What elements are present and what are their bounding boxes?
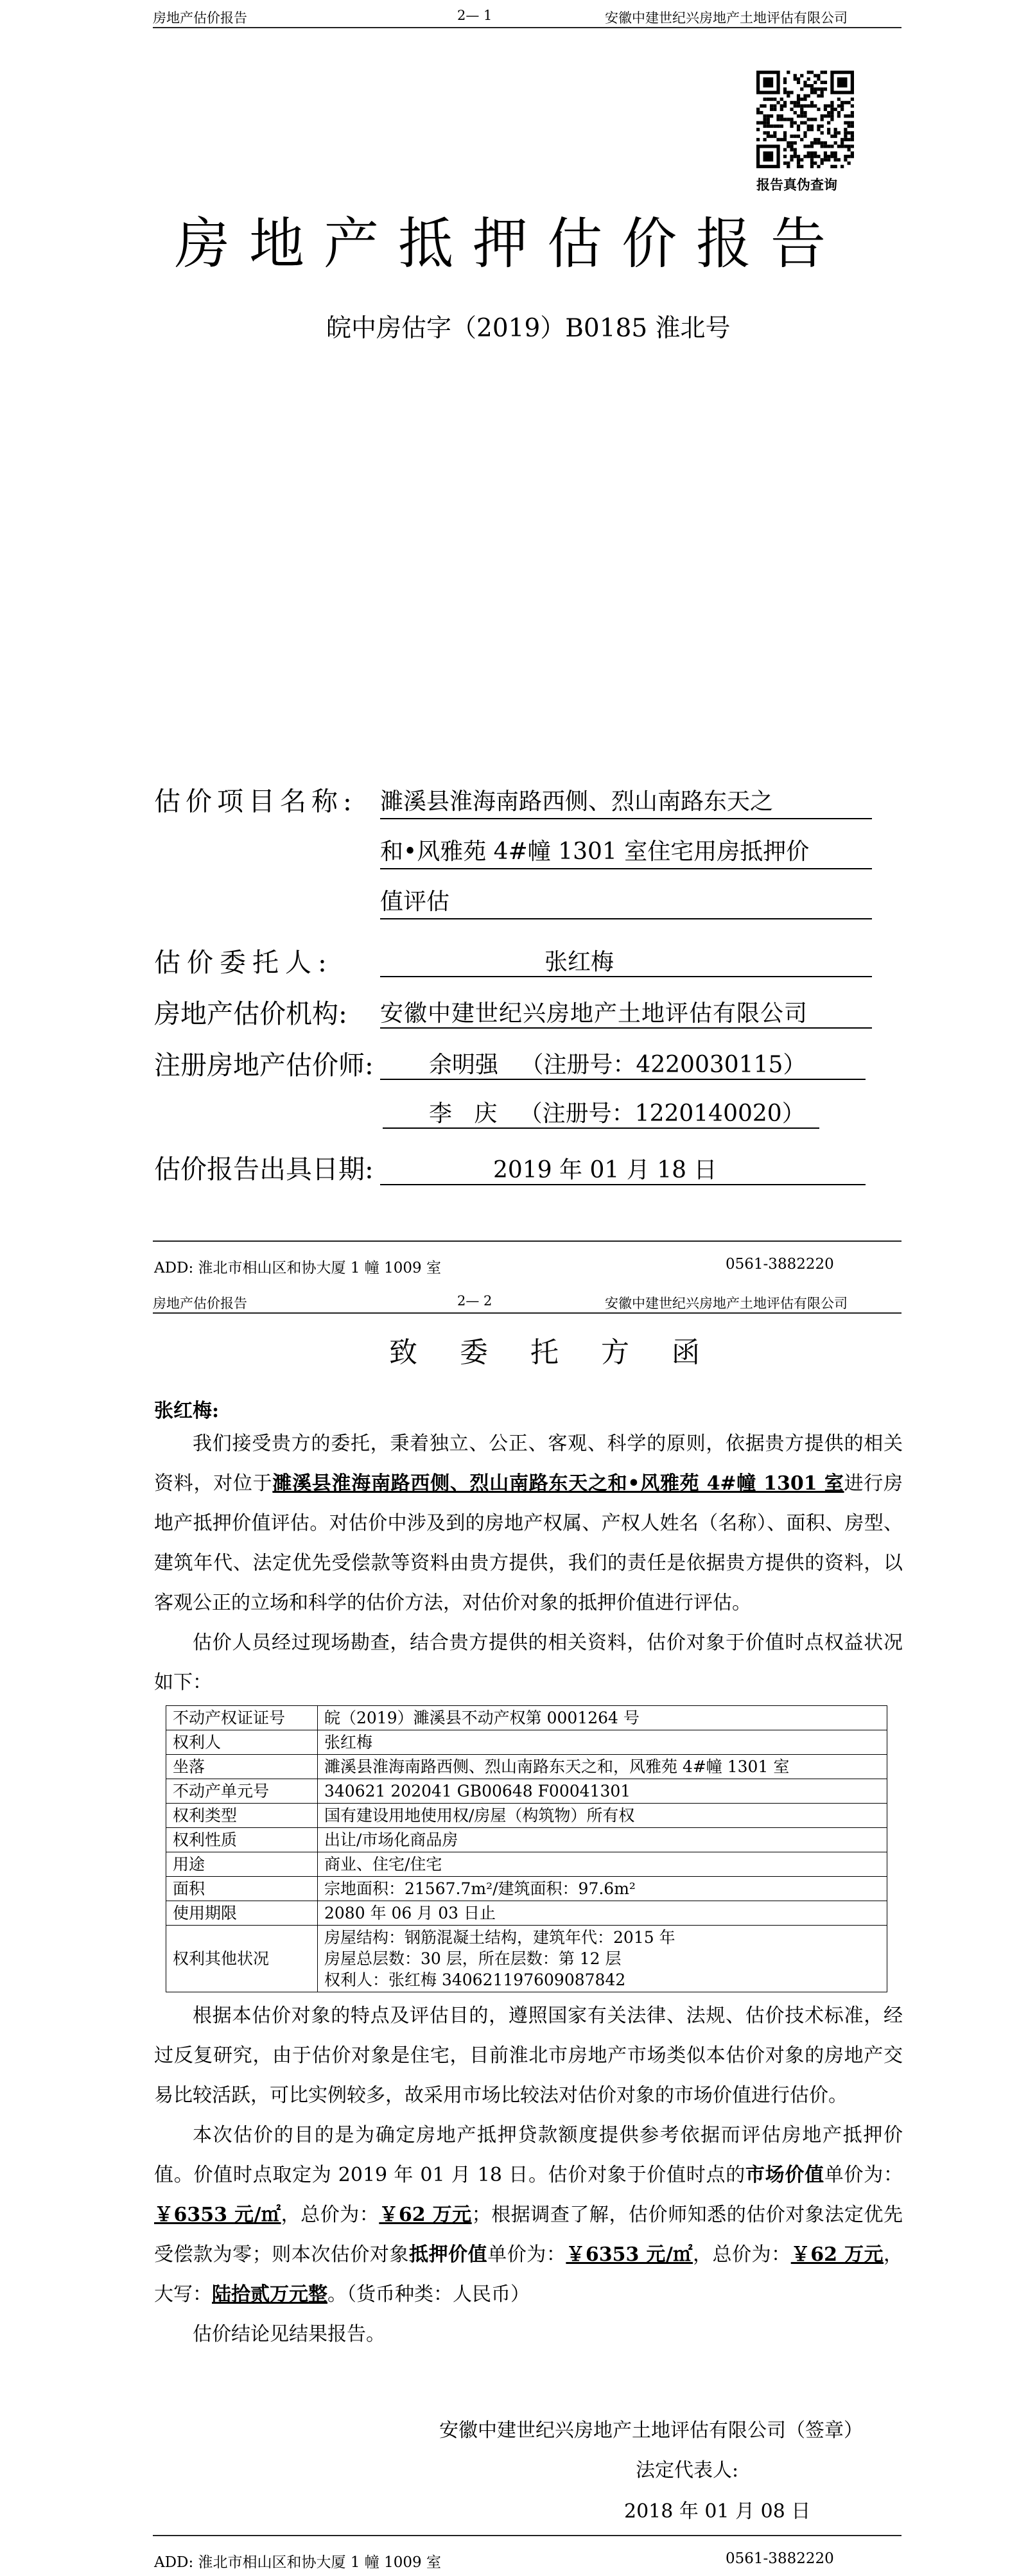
market-total-price: ￥62 万元	[379, 2204, 472, 2226]
underline	[383, 1127, 819, 1129]
table-value-line: 房屋结构：钢筋混凝土结构，建筑年代：2015 年	[324, 1928, 675, 1947]
p4-text: ；根据调查了解，估价师知悉的估价对象法定优先受偿款为零；则本次估价对象	[154, 2204, 903, 2266]
appraiser-2: 李 庆 （注册号：1220140020）	[429, 1101, 805, 1127]
table-value-line: 2080 年 06 月 03 日止	[324, 1904, 496, 1922]
mortgage-value-term: 抵押价值	[409, 2243, 488, 2266]
p4-text: ，总价为：	[692, 2243, 791, 2266]
p1-text: 我们接受贵方的委托，秉着独立、公正、客观、科学的原则，依据贵方提供的相关资料，对位于	[154, 1432, 903, 1495]
footer-phone: 0561-3882220	[726, 1256, 834, 1273]
running-header-right: 安徽中建世纪兴房地产土地评估有限公司	[605, 1296, 848, 1311]
footer-rule	[153, 2535, 901, 2536]
running-header-right: 安徽中建世纪兴房地产土地评估有限公司	[605, 10, 848, 26]
agency-value: 安徽中建世纪兴房地产土地评估有限公司	[380, 1000, 808, 1027]
running-header-page-number: 2— 1	[457, 8, 492, 23]
header-rule	[153, 1312, 901, 1314]
table-value	[318, 1779, 887, 1804]
p1-text-cont: 进行房地产抵押价值评估。对估价中涉及到的房地产权属、产权人姓名（名称）、面积、房型、建筑年代、法定优先受偿款等资料由贵方提供，我们的责任是依据贵方提供的资料，以客观公正的立场和科学的估价方法，对估价对象的抵押价值进行评估。	[154, 1472, 903, 1614]
table-key: 权利类型	[166, 1804, 318, 1828]
underline	[380, 918, 872, 919]
running-header-left: 房地产估价报告	[153, 1296, 247, 1311]
amount-in-words: 陆拾贰万元整	[212, 2283, 327, 2306]
appraiser-1: 余明强 （注册号：4220030115）	[429, 1052, 806, 1078]
p4-text: 本次估价的目的是为确定房地产抵押贷款额度提供参考依据而评估房地产抵押价值。价值时点取定为 2019 年 01 月 18 日。估价对象于价值时点的	[154, 2124, 903, 2186]
mortgage-unit-price: ￥6353 元/㎡	[566, 2243, 693, 2266]
header-rule	[153, 27, 901, 28]
report-date-label: 估价报告出具日期:	[154, 1154, 374, 1185]
running-header-page-number: 2— 2	[457, 1293, 492, 1309]
table-row	[166, 1901, 887, 1926]
paragraph-3: 根据本估价对象的特点及评估目的，遵照国家有关法律、法规、估价技术标准，经过反复研究，由于估价对象是住宅，目前淮北市房地产市场类似本估价对象的房地产交易比较活跃，可比实例较多，故采用市场比较法对估价对象的市场价值进行估价。	[154, 2005, 903, 2107]
paragraph-2: 估价人员经过现场勘查，结合贵方提供的相关资料，估价对象于价值时点权益状况如下：	[154, 1632, 903, 1694]
table-row	[166, 1926, 887, 1992]
underline	[380, 818, 872, 819]
table-key: 用途	[166, 1852, 318, 1877]
table-value	[318, 1706, 887, 1730]
table-key: 不动产权证证号	[166, 1706, 318, 1730]
table-row	[166, 1804, 887, 1828]
market-unit-price: ￥6353 元/㎡	[154, 2204, 281, 2226]
table-value	[318, 1926, 887, 1992]
table-row	[166, 1755, 887, 1779]
table-value-line: 张红梅	[324, 1733, 373, 1752]
rights-table	[166, 1705, 887, 1992]
project-name-label: 估价项目名称:	[154, 786, 357, 817]
table-value-line: 国有建设用地使用权/房屋（构筑物）所有权	[324, 1806, 635, 1825]
table-value-line: 权利人：张红梅 340621197609087842	[324, 1971, 626, 1989]
running-header-left: 房地产估价报告	[153, 10, 247, 26]
table-value	[318, 1755, 887, 1779]
footer-rule	[153, 1240, 901, 1242]
table-value	[318, 1828, 887, 1852]
p4-text: ，大写：	[154, 2243, 903, 2306]
p4-text: ，总价为：	[281, 2204, 379, 2226]
p4-text: 。（货币种类：人民币）	[327, 2283, 530, 2306]
signature-company: 安徽中建世纪兴房地产土地评估有限公司（签章）	[439, 2419, 863, 2442]
table-value	[318, 1901, 887, 1926]
footer-phone: 0561-3882220	[726, 2550, 834, 2567]
table-row	[166, 1706, 887, 1730]
qr-caption: 报告真伪查询	[756, 177, 837, 193]
footer-address: ADD: 淮北市相山区和协大厦 1 幢 1009 室	[154, 2554, 441, 2571]
p4-text: 单价为：	[824, 2164, 903, 2186]
table-key: 权利性质	[166, 1828, 318, 1852]
signature-representative: 法定代表人:	[636, 2459, 739, 2482]
mortgage-total-price: ￥62 万元	[790, 2243, 884, 2266]
appraiser-label: 注册房地产估价师:	[154, 1050, 374, 1081]
project-name-line-1: 濉溪县淮海南路西侧、烈山南路东天之	[380, 788, 774, 815]
paragraph-5: 估价结论见结果报告。	[193, 2323, 385, 2345]
underline	[380, 1184, 866, 1185]
table-value-line: 商业、住宅/住宅	[324, 1855, 442, 1874]
footer-address: ADD: 淮北市相山区和协大厦 1 幢 1009 室	[154, 1260, 441, 1276]
table-key: 坐落	[166, 1755, 318, 1779]
table-value-line: 出让/市场化商品房	[324, 1831, 458, 1849]
client-value: 张红梅	[544, 949, 614, 975]
table-value-line: 房屋总层数：30 层，所在层数：第 12 层	[324, 1949, 622, 1968]
paragraph-4	[154, 2116, 903, 2315]
qr-code-icon[interactable]	[756, 71, 854, 168]
underline	[380, 1027, 872, 1029]
table-row	[166, 1828, 887, 1852]
report-date-value: 2019 年 01 月 18 日	[493, 1157, 717, 1183]
underline	[380, 976, 872, 977]
table-value	[318, 1852, 887, 1877]
table-key: 不动产单元号	[166, 1779, 318, 1804]
table-key: 面积	[166, 1877, 318, 1901]
agency-label: 房地产估价机构:	[154, 998, 347, 1029]
report-number: 皖中房估字（2019）B0185 淮北号	[326, 314, 731, 343]
table-value	[318, 1877, 887, 1901]
table-value-line: 宗地面积：21567.7m²/建筑面积：97.6m²	[324, 1879, 636, 1898]
p4-text: 单价为：	[487, 2243, 566, 2266]
signature-date: 2018 年 01 月 08 日	[624, 2500, 811, 2523]
table-key: 权利其他状况	[166, 1926, 318, 1992]
table-value	[318, 1804, 887, 1828]
underline	[380, 868, 872, 869]
project-name-line-2: 和•风雅苑 4#幢 1301 室住宅用房抵押价	[380, 839, 810, 865]
table-key: 权利人	[166, 1730, 318, 1755]
market-value-term: 市场价值	[745, 2164, 824, 2186]
table-row	[166, 1852, 887, 1877]
table-value-line: 皖（2019）濉溪县不动产权第 0001264 号	[324, 1709, 640, 1727]
client-label: 估价委托人:	[154, 947, 333, 978]
property-address: 濉溪县淮海南路西侧、烈山南路东天之和•风雅苑 4#幢 1301 室	[272, 1472, 844, 1495]
table-value	[318, 1730, 887, 1755]
report-title: 房地产抵押估价报告	[175, 212, 845, 276]
table-row	[166, 1730, 887, 1755]
table-key: 使用期限	[166, 1901, 318, 1926]
table-row	[166, 1779, 887, 1804]
underline	[380, 1079, 866, 1080]
salutation: 张红梅:	[154, 1400, 220, 1422]
table-row	[166, 1877, 887, 1901]
letter-title: 致 委 托 方 函	[389, 1336, 717, 1369]
letter-body	[154, 1424, 903, 2354]
table-value-line: 濉溪县淮海南路西侧、烈山南路东天之和，风雅苑 4#幢 1301 室	[324, 1757, 790, 1776]
table-value-line: 340621 202041 GB00648 F00041301	[324, 1782, 631, 1800]
paragraph-1	[154, 1424, 903, 1623]
project-name-line-3: 值评估	[380, 889, 450, 915]
